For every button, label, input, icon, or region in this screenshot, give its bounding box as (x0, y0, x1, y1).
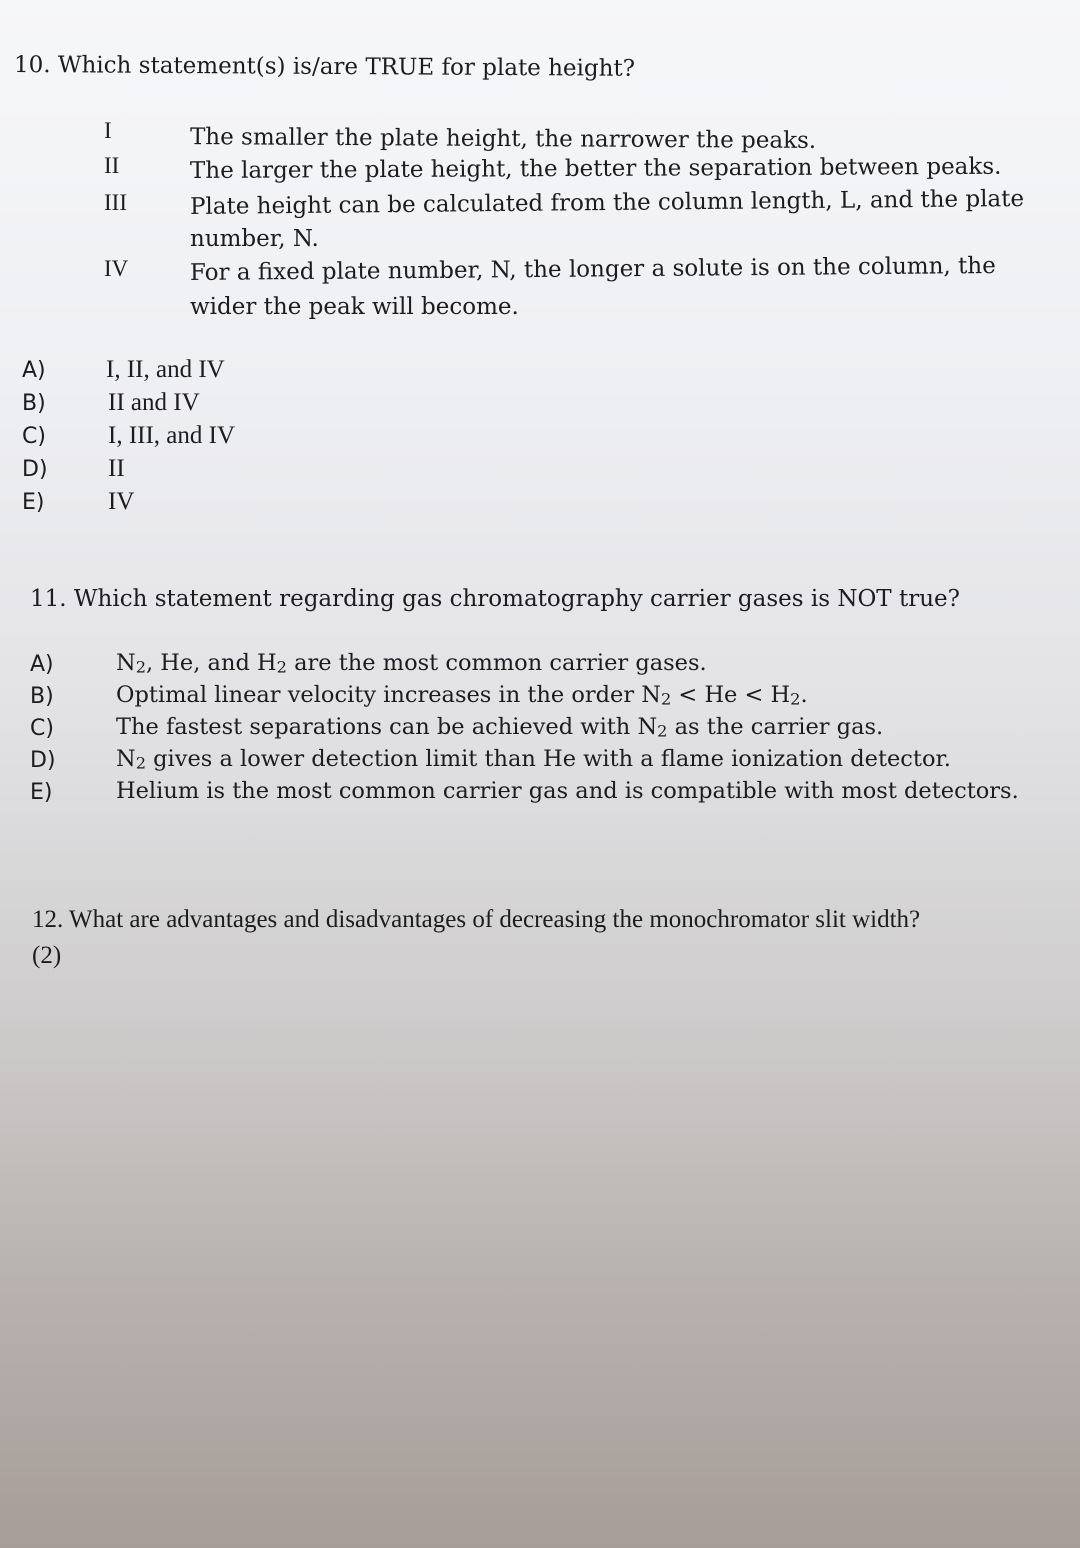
q10-roman-2: II (104, 153, 120, 178)
q11-letter-b: B) (30, 684, 54, 709)
q11-option-b: Optimal linear velocity increases in the order $N_2 < He < H_2$. (116, 682, 808, 709)
q10-statement-4: For a fixed plate number, N, the longer a solute is on the column, the (189, 252, 996, 286)
q10-roman-4: IV (104, 256, 129, 281)
q10-letter-c: C) (22, 424, 46, 449)
q10-roman-1: I (104, 118, 112, 143)
q11-letter-a: A) (30, 652, 54, 677)
q10-statement-3: Plate height can be calculated from the column length, L, and the plate (189, 185, 1025, 220)
q10-statement-1: The smaller the plate height, the narrower the peaks. (189, 124, 817, 154)
q12-points: (2) (32, 942, 62, 969)
q10-letter-a: A) (22, 358, 46, 383)
q10-letter-b: B) (22, 391, 46, 416)
q11-letter-c: C) (30, 716, 54, 741)
q10-answer-d: II (108, 455, 125, 482)
q11-letter-e: E) (30, 780, 53, 805)
q10-answer-e: IV (108, 488, 135, 515)
q10-statement-2: The larger the plate height, the better the separation between peaks. (189, 153, 1002, 184)
q10-title: 10. Which statement(s) is/are TRUE for plate height? (13, 52, 636, 82)
q12-title: 12. What are advantages and disadvantages of decreasing the monochromator slit width? (32, 906, 921, 933)
q10-statement-3-cont: number, N. (190, 226, 319, 252)
q11-option-a: $N_2$, He, and $H_2$ are the most common carrier gases. (116, 650, 707, 677)
q10-answer-c: I, III, and IV (108, 422, 236, 449)
q10-letter-d: D) (22, 457, 48, 482)
q10-answer-a: I, II, and IV (106, 356, 225, 383)
q11-letter-d: D) (30, 748, 56, 773)
q11-title: 11. Which statement regarding gas chromatography carrier gases is NOT true? (30, 586, 960, 612)
q11-option-d: $N_2$ gives a lower detection limit than He with a flame ionization detector. (116, 746, 951, 773)
q10-statement-4-cont: wider the peak will become. (190, 294, 519, 320)
q11-option-c: The fastest separations can be achieved with $N_2$ as the carrier gas. (116, 714, 884, 741)
q10-letter-e: E) (22, 490, 45, 515)
q10-answer-b: II and IV (108, 389, 200, 416)
q10-roman-3: III (104, 190, 127, 215)
q11-option-e: Helium is the most common carrier gas and is compatible with most detectors. (116, 778, 1019, 804)
